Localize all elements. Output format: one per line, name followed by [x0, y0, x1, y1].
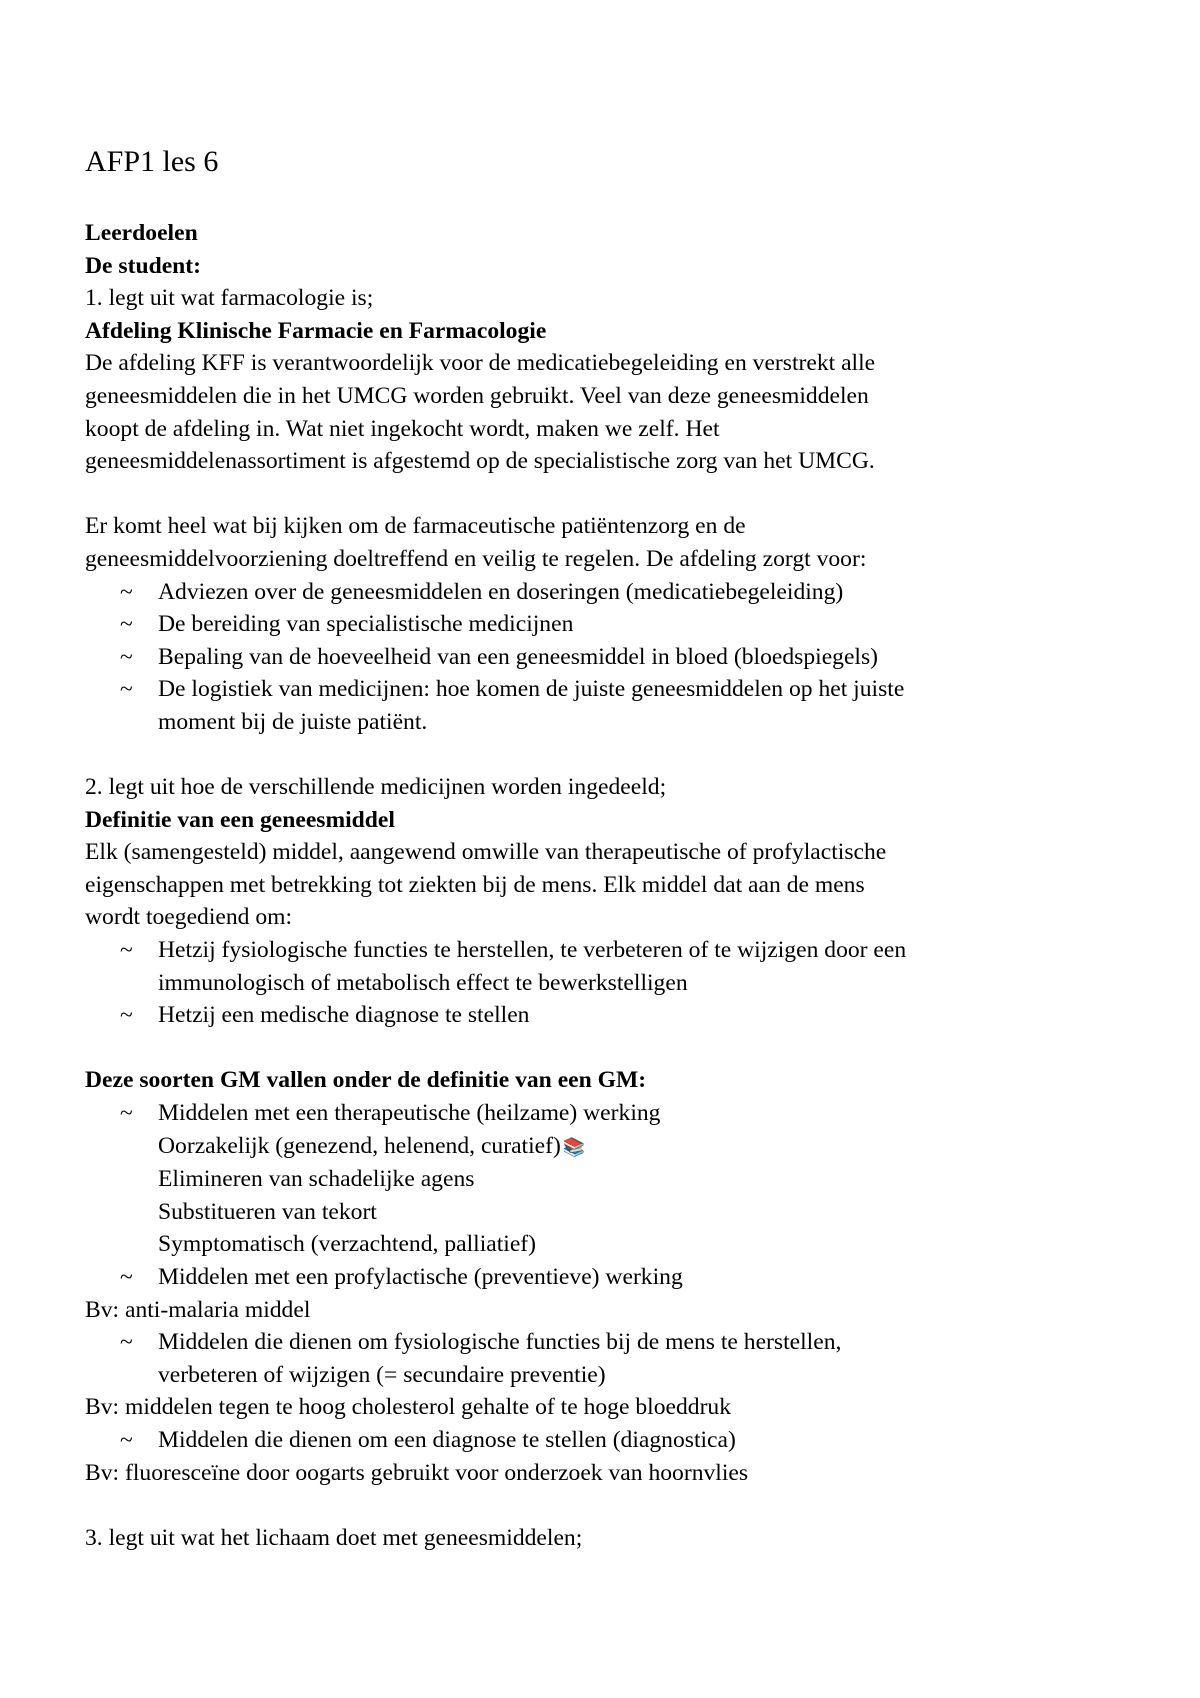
sub-item: Elimineren van schadelijke agens [158, 1166, 475, 1193]
bullet-tilde: ~ [120, 1002, 133, 1029]
section2-heading: Definitie van een geneesmiddel [85, 806, 395, 833]
bullet-tilde: ~ [120, 1426, 133, 1453]
example-line: Bv: middelen tegen te hoog cholesterol gehalte of te hoge bloeddruk [85, 1394, 732, 1421]
list-item: ~ De bereiding van specialistische medicijnen [158, 608, 1120, 641]
list-item: ~ Middelen met een profylactische (preventieve) werking [158, 1261, 1120, 1294]
bullet-tilde: ~ [120, 643, 133, 670]
section1-para2-line: geneesmiddelvoorziening doeltreffend en veilig te regelen. De afdeling zorgt voor: [85, 545, 867, 572]
bullet-tilde: ~ [120, 1264, 133, 1290]
section2-para-line: Elk (samengesteld) middel, aangewend omwille van therapeutische of profylactische [85, 839, 887, 866]
example-line: Bv: anti-malaria middel [85, 1296, 311, 1323]
learning-goal-1: 1. legt uit wat farmacologie is; [85, 285, 374, 312]
learning-goal-3: 3. legt uit wat het lichaam doet met geneesmiddelen; [85, 1524, 583, 1551]
section1-para2-line: Er komt heel wat bij kijken om de farmaceutische patiëntenzorg en de [85, 513, 746, 540]
sub-item: Symptomatisch (verzachtend, palliatief) [158, 1231, 537, 1258]
list-item: ~ Hetzij een medische diagnose te stellen [158, 999, 1120, 1032]
gm-types-list [85, 1424, 1120, 1457]
section2-para-line: wordt toegediend om: [85, 904, 293, 931]
list-item: ~ Middelen met een therapeutische (heilzame) werking Oorzakelijk (genezend, helenend, curatief) 📚 Elimineren van schadelijke agens Substitueren van tekort Symptomatisch (verzachtend, palliatief) [158, 1097, 1120, 1261]
list-item: ~ De logistiek van medicijnen: hoe komen de juiste geneesmiddelen op het juiste moment bij de juiste patiënt. [158, 673, 1120, 738]
bullet-tilde: ~ [120, 676, 133, 703]
bullet-tilde: ~ [120, 1100, 133, 1127]
section1-para1-line: koopt de afdeling in. Wat niet ingekocht wordt, maken we zelf. Het [85, 415, 720, 442]
sub-item: Oorzakelijk (genezend, helenend, curatief) [158, 1132, 561, 1159]
section1-para1-line: De afdeling KFF is verantwoordelijk voor de medicatiebegeleiding en verstrekt alle [85, 350, 876, 377]
paragraph-gap [85, 1032, 1120, 1065]
gm-types-list [85, 1097, 1120, 1294]
leerdoelen-heading: Leerdoelen [85, 220, 198, 246]
section2-para-line: eigenschappen met betrekking tot ziekten bij de mens. Elk middel dat aan de mens [85, 871, 865, 898]
student-heading: De student: [85, 252, 201, 279]
list-item: ~ Adviezen over de geneesmiddelen en doseringen (medicatiebegeleiding) [158, 576, 1120, 609]
bullet-tilde: ~ [120, 578, 133, 605]
paragraph-gap [85, 478, 1120, 511]
paragraph-gap [85, 739, 1120, 772]
bullet-tilde: ~ [120, 611, 133, 638]
list-item: ~ Middelen die dienen om fysiologische functies bij de mens te herstellen, verbeteren of wijzigen (= secundaire preventie) [158, 1326, 1120, 1391]
list-item: ~ Hetzij fysiologische functies te herstellen, te verbeteren of te wijzigen door een immunologisch of metabolisch effect te bewerkstelligen [158, 934, 1120, 999]
section1-bullet-list [85, 576, 1120, 739]
section2-bullet-list [85, 934, 1120, 1032]
page-title: AFP1 les 6 [85, 145, 219, 178]
bullet-tilde: ~ [120, 1329, 133, 1356]
section1-para1-line: geneesmiddelenassortiment is afgestemd op de specialistische zorg van het UMCG. [85, 448, 875, 475]
list-item: ~ Middelen die dienen om een diagnose te stellen (diagnostica) [158, 1424, 1120, 1457]
list-item: ~ Bepaling van de hoeveelheid van een geneesmiddel in bloed (bloedspiegels) [158, 641, 1120, 674]
sub-item: Substitueren van tekort [158, 1198, 377, 1225]
paragraph-gap [85, 1489, 1120, 1522]
gm-types-heading: Deze soorten GM vallen onder de definitie van een GM: [85, 1067, 647, 1094]
bullet-tilde: ~ [120, 937, 133, 964]
section1-heading: Afdeling Klinische Farmacie en Farmacologie [85, 317, 547, 344]
gm-types-list [85, 1326, 1120, 1391]
example-line: Bv: fluoresceïne door oogarts gebruikt voor onderzoek van hoornvlies [85, 1459, 749, 1486]
section1-para1-line: geneesmiddelen die in het UMCG worden gebruikt. Veel van deze geneesmiddelen [85, 382, 869, 409]
learning-goal-2: 2. legt uit hoe de verschillende medicijnen worden ingedeeld; [85, 774, 667, 801]
book-emoji-icon: 📚 [562, 1136, 586, 1157]
